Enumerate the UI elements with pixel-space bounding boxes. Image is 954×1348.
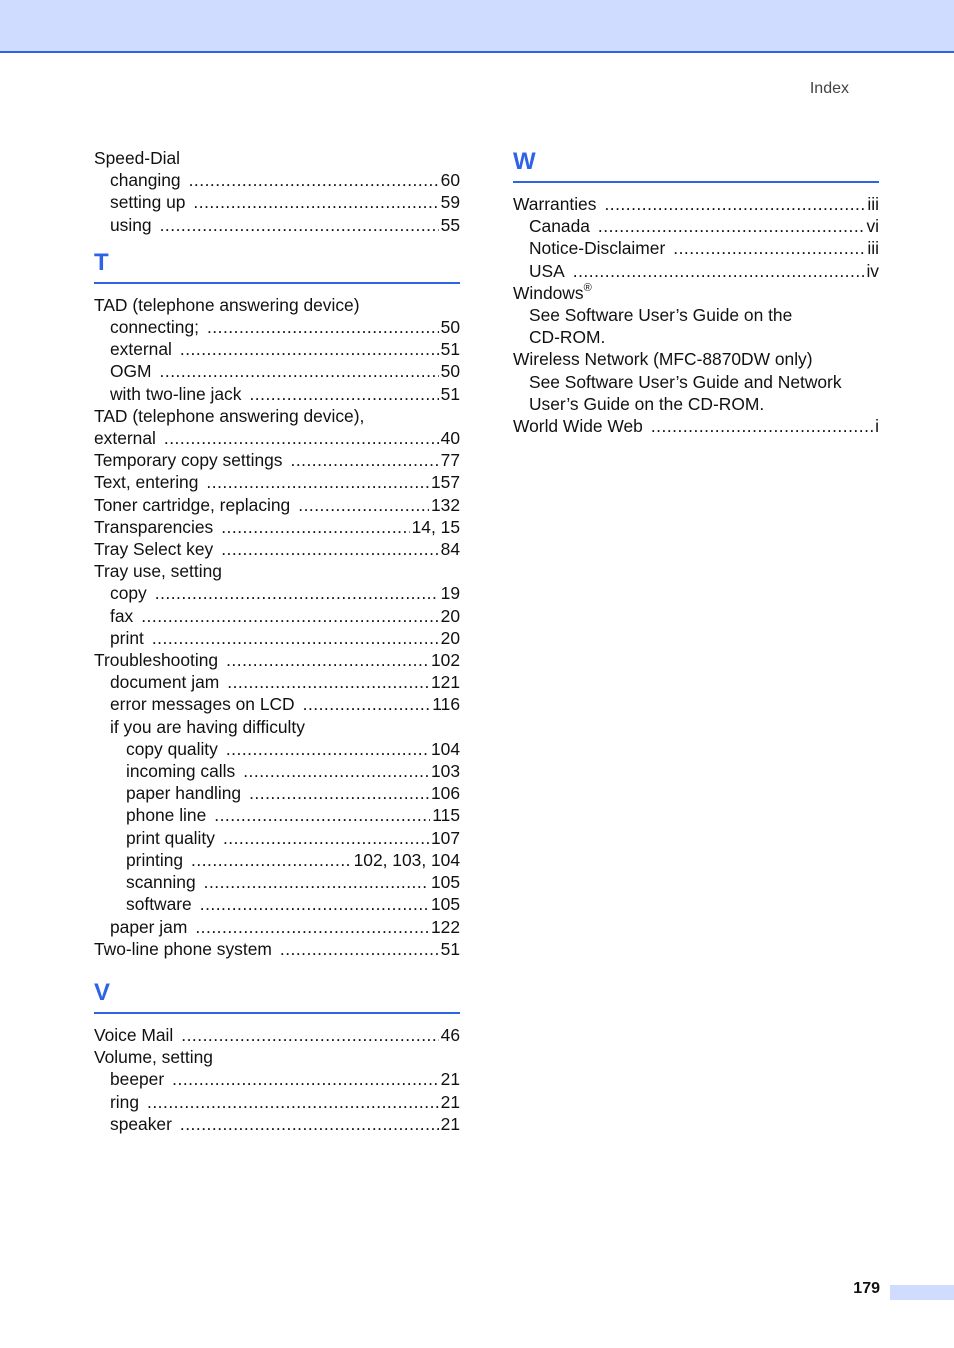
index-entry: copy ..... 19 — [94, 582, 460, 604]
index-entry: Two-line phone system ..... 51 — [94, 938, 460, 960]
index-entry: beeper ..... 21 — [94, 1068, 460, 1090]
index-entry: print ..... 20 — [94, 627, 460, 649]
index-column-right — [513, 147, 879, 437]
header-title: Index — [809, 80, 849, 97]
index-entry: Tray Select key ..... 84 — [94, 538, 460, 560]
index-entry: paper jam ..... 122 — [94, 916, 460, 938]
index-entry: phone line ..... 115 — [94, 804, 460, 826]
index-entry: setting up ..... 59 — [94, 191, 460, 213]
index-entry: Transparencies ..... 14, 15 — [94, 516, 460, 538]
index-entry: error messages on LCD ..... 116 — [94, 693, 460, 715]
page-number: 179 — [853, 1280, 880, 1297]
letter-heading-v: V — [94, 978, 460, 1014]
index-entry: Text, entering ..... 157 — [94, 471, 460, 493]
letter-heading-t: T — [94, 248, 460, 284]
index-entry: OGM ..... 50 — [94, 360, 460, 382]
footer-tab — [890, 1285, 954, 1300]
index-entry: copy quality ..... 104 — [94, 738, 460, 760]
index-entry: incoming calls ..... 103 — [94, 760, 460, 782]
index-entry: Toner cartridge, replacing ..... 132 — [94, 494, 460, 516]
index-entry: paper handling ..... 106 — [94, 782, 460, 804]
index-entry: Voice Mail ..... 46 — [94, 1024, 460, 1046]
index-entry: external ..... 51 — [94, 338, 460, 360]
index-entry: Notice-Disclaimer ..... iii — [513, 237, 879, 259]
index-entry: Tray use, setting — [94, 561, 222, 582]
index-entry: Warranties ..... iii — [513, 193, 879, 215]
index-entry: changing ..... 60 — [94, 169, 460, 191]
index-entry: using ..... 55 — [94, 214, 460, 236]
index-entry: with two-line jack ..... 51 — [94, 383, 460, 405]
index-entry: User’s Guide on the CD-ROM. — [529, 393, 765, 414]
index-entry: USA ..... iv — [513, 260, 879, 282]
index-entry: Troubleshooting ..... 102 — [94, 649, 460, 671]
index-entry: See Software User’s Guide on the — [529, 305, 793, 326]
index-entry: CD-ROM. — [529, 327, 606, 348]
index-entry: connecting; ..... 50 — [94, 316, 460, 338]
index-entry: World Wide Web ..... i — [513, 415, 879, 437]
index-entry: Temporary copy settings ..... 77 — [94, 449, 460, 471]
index-entry: TAD (telephone answering device), — [94, 405, 365, 426]
letter-heading-w: W — [513, 147, 879, 183]
index-entry: software ..... 105 — [94, 893, 460, 915]
index-entry: Speed-Dial — [94, 148, 181, 168]
index-entry: Volume, setting — [94, 1047, 213, 1068]
index-entry: external ..... 40 — [94, 427, 460, 449]
index-entry: document jam ..... 121 — [94, 671, 460, 693]
index-entry: Canada ..... vi — [513, 215, 879, 237]
index-entry: Wireless Network (MFC-8870DW only) — [513, 349, 813, 370]
index-entry: See Software User’s Guide and Network — [529, 371, 842, 392]
registered-mark: ® — [583, 282, 592, 295]
index-entry: if you are having difficulty — [110, 716, 305, 737]
index-entry: TAD (telephone answering device) — [94, 294, 360, 315]
index-entry: Windows® — [513, 282, 592, 303]
index-entry: speaker ..... 21 — [94, 1113, 460, 1135]
index-entry: print quality ..... 107 — [94, 827, 460, 849]
index-entry: printing ..... 102, 103, 104 — [94, 849, 460, 871]
index-entry: scanning ..... 105 — [94, 871, 460, 893]
index-column-left — [94, 147, 460, 1135]
top-band — [0, 0, 954, 53]
index-entry: fax ..... 20 — [94, 605, 460, 627]
index-entry: ring ..... 21 — [94, 1091, 460, 1113]
